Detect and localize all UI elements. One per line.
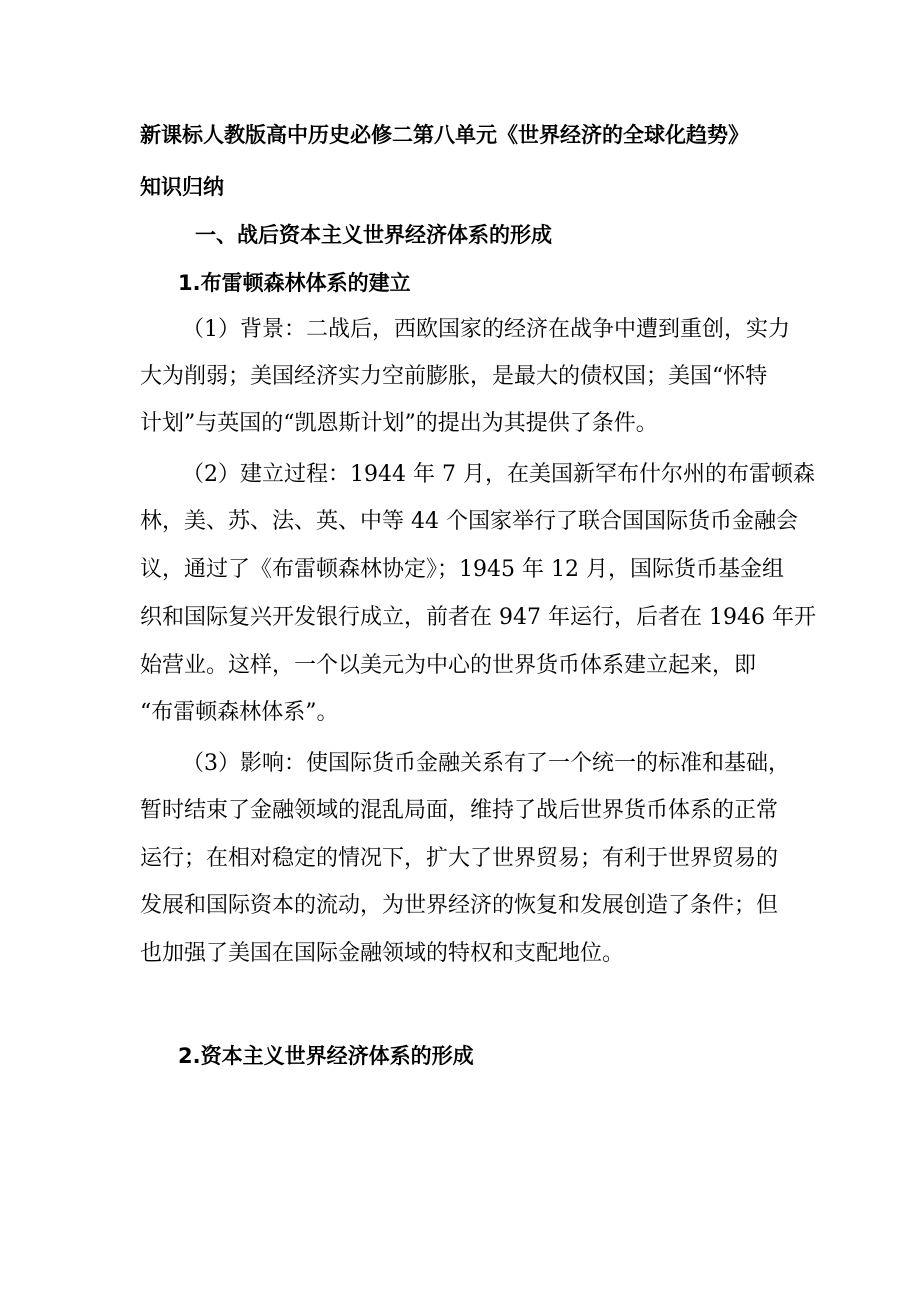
paragraph-line: 也加强了美国在国际金融领域的特权和支配地位。	[140, 941, 625, 966]
subsection-heading-1: 1.布雷顿森林体系的建立	[178, 271, 411, 295]
paragraph-line: 运行；在相对稳定的情况下，扩大了世界贸易；有利于世界贸易的	[140, 846, 779, 871]
paragraph-line: 始营业。这样，一个以美元为中心的世界货币体系建立起来，即	[140, 653, 757, 678]
paragraph-line: 暂时结束了金融领域的混乱局面，维持了战后世界货币体系的正常	[140, 798, 779, 823]
paragraph-line: （1）背景：二战后，西欧国家的经济在战争中遭到重创，实力	[182, 317, 790, 342]
subsection-heading-2: 2.资本主义世界经济体系的形成	[178, 1044, 474, 1068]
document-title-line-1: 新课标人教版高中历史必修二第八单元《世界经济的全球化趋势》	[140, 123, 749, 147]
paragraph-line: （3）影响：使国际货币金融关系有了一个统一的标准和基础，	[182, 751, 790, 776]
section-heading: 一、战后资本主义世界经济体系的形成	[195, 223, 552, 247]
paragraph-line: “布雷顿森林体系”。	[140, 700, 339, 725]
paragraph-line: 织和国际复兴开发银行成立，前者在 947 年运行，后者在 1946 年开	[140, 605, 816, 630]
paragraph-line: 大为削弱；美国经济实力空前膨胀，是最大的债权国；美国“怀特	[140, 364, 768, 389]
paragraph-line: 议，通过了《布雷顿森林协定》；1945 年 12 月，国际货币基金组	[140, 557, 784, 582]
paragraph-line: 计划”与英国的“凯恩斯计划”的提出为其提供了条件。	[140, 411, 658, 436]
paragraph-line: 林，美、苏、法、英、中等 44 个国家举行了联合国国际货币金融会	[140, 509, 798, 534]
document-title-line-2: 知识归纳	[140, 175, 224, 199]
paragraph-line: （2）建立过程：1944 年 7 月，在美国新罕布什尔州的布雷顿森	[182, 462, 815, 487]
paragraph-line: 发展和国际资本的流动，为世界经济的恢复和发展创造了条件；但	[140, 893, 779, 918]
